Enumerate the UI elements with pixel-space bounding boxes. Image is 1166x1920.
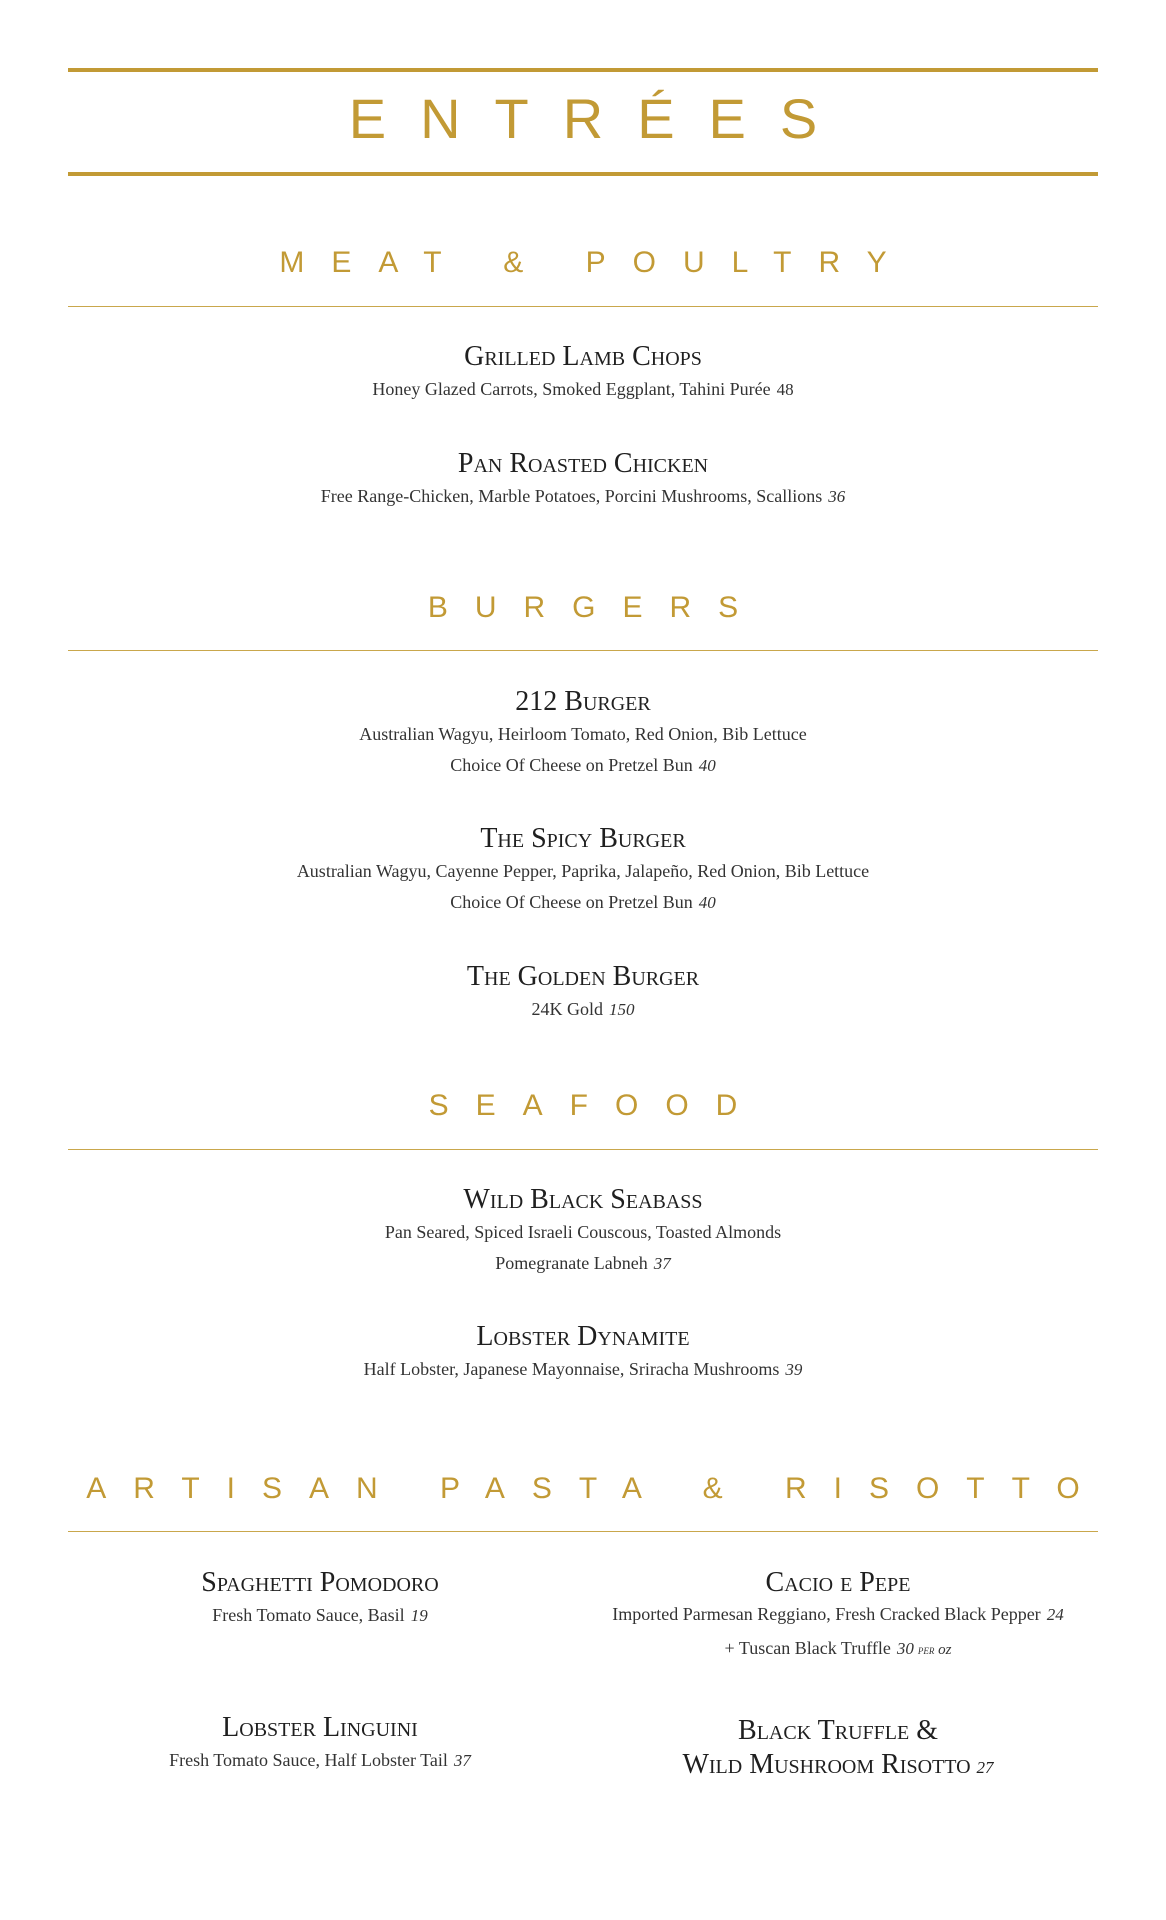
menu-item — [0, 447, 1166, 512]
item-description: Choice Of Cheese on Pretzel Bun 40 — [450, 755, 716, 775]
item-name: The Golden Burger — [466, 961, 700, 992]
item-description: Australian Wagyu, Heirloom Tomato, Red Onion, Bib Lettuce — [359, 724, 807, 744]
item-description: Imported Parmesan Reggiano, Fresh Cracked Black Pepper 24 — [612, 1604, 1064, 1624]
item-price: 37 — [453, 1751, 471, 1770]
section-rule — [68, 1531, 1098, 1532]
item-name: The Spicy Burger — [480, 823, 686, 854]
item-name: Black Truffle & — [738, 1715, 938, 1746]
item-description: Choice Of Cheese on Pretzel Bun 40 — [450, 892, 716, 912]
section-heading-burgers: BURGERS — [427, 591, 766, 624]
addon-price: 30 — [896, 1639, 914, 1658]
section-heading-meat-poultry: MEAT & POULTRY — [279, 246, 914, 279]
item-description: Fresh Tomato Sauce, Half Lobster Tail 37 — [169, 1750, 471, 1770]
menu-item — [0, 1183, 1166, 1279]
page-title: ENTRÉES — [348, 87, 852, 150]
item-price: 39 — [785, 1360, 803, 1379]
item-name: Wild Black Seabass — [463, 1184, 703, 1215]
item-price: 40 — [698, 893, 716, 912]
menu-item — [0, 685, 1166, 781]
item-description: Honey Glazed Carrots, Smoked Eggplant, Tahini Purée 48 — [372, 379, 794, 399]
item-name: Lobster Linguini — [222, 1712, 418, 1743]
title-bottom-rule — [68, 172, 1098, 176]
item-name: Lobster Dynamite — [476, 1321, 690, 1352]
addon-unit: oz — [938, 1642, 952, 1658]
item-name: Spaghetti Pomodoro — [201, 1567, 439, 1598]
item-price: 19 — [410, 1606, 428, 1625]
item-description: Pomegranate Labneh 37 — [495, 1253, 671, 1273]
item-name: Pan Roasted Chicken — [457, 448, 709, 479]
addon-per: per — [917, 1642, 935, 1657]
menu-item — [0, 822, 1166, 918]
menu-item — [110, 1566, 530, 1631]
item-name-line2: Wild Mushroom Risotto 27 — [682, 1749, 994, 1780]
section-heading-seafood: SEAFOOD — [428, 1089, 765, 1122]
item-price: 37 — [653, 1254, 671, 1273]
item-description: Pan Seared, Spiced Israeli Couscous, Toasted Almonds — [384, 1222, 782, 1242]
item-name: Cacio e Pepe — [765, 1567, 911, 1598]
section-heading-pasta-risotto: ARTISAN PASTA & RISOTTO — [86, 1472, 1107, 1505]
section-rule — [68, 306, 1098, 307]
item-name: 212 Burger — [515, 686, 651, 717]
item-price: 48 — [776, 380, 794, 399]
item-description: 24K Gold 150 — [531, 999, 635, 1019]
menu-item — [0, 1320, 1166, 1385]
menu-item — [0, 960, 1166, 1025]
item-description: Fresh Tomato Sauce, Basil 19 — [212, 1605, 428, 1625]
item-price: 36 — [828, 487, 846, 506]
item-price: 24 — [1046, 1605, 1064, 1624]
item-price: 150 — [609, 1000, 635, 1019]
section-rule — [68, 650, 1098, 651]
section-rule — [68, 1149, 1098, 1150]
item-name: Grilled Lamb Chops — [464, 341, 702, 372]
menu-item — [0, 340, 1166, 405]
menu-item — [110, 1711, 530, 1776]
item-price: 27 — [976, 1758, 994, 1777]
title-top-rule — [68, 68, 1098, 72]
item-addon: + Tuscan Black Truffle 30 per oz — [724, 1638, 952, 1658]
item-price: 40 — [698, 756, 716, 775]
item-description: Half Lobster, Japanese Mayonnaise, Sriracha Mushrooms 39 — [363, 1359, 803, 1379]
menu-item — [588, 1714, 1088, 1785]
item-description: Free Range-Chicken, Marble Potatoes, Porcini Mushrooms, Scallions 36 — [320, 486, 846, 506]
menu-item — [588, 1566, 1088, 1666]
item-description: Australian Wagyu, Cayenne Pepper, Paprika, Jalapeño, Red Onion, Bib Lettuce — [296, 861, 870, 881]
